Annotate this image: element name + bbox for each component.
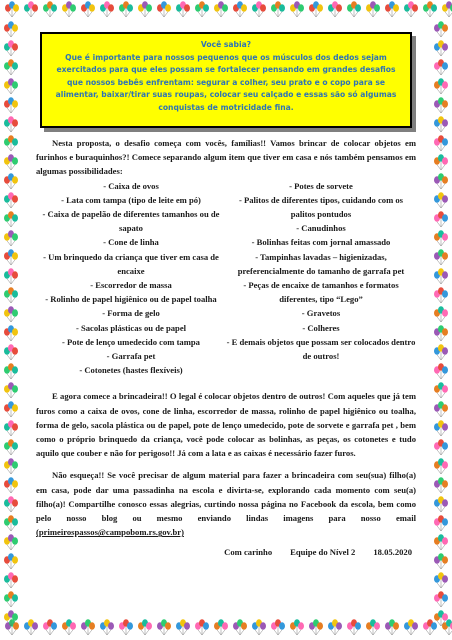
balloon-icon [4, 192, 18, 208]
list-item: - Palitos de diferentes tipos, cuidando com os palitos pontudos [238, 194, 404, 220]
balloon-icon [233, 1, 247, 17]
balloon-border-left [0, 0, 22, 640]
balloon-icon [442, 1, 452, 17]
balloon-icon [4, 135, 18, 151]
balloon-icon [4, 97, 18, 113]
balloon-icon [4, 515, 18, 531]
list-item: - Potes de sorvete [289, 180, 353, 191]
balloon-icon [214, 619, 228, 635]
balloon-icon [176, 1, 190, 17]
balloon-icon [4, 420, 18, 436]
balloon-icon [309, 619, 323, 635]
balloon-icon [119, 1, 133, 17]
balloon-icon [233, 619, 247, 635]
balloon-icon [434, 477, 448, 493]
balloon-icon [434, 97, 448, 113]
balloon-icon [4, 382, 18, 398]
balloon-icon [385, 1, 399, 17]
balloon-icon [5, 619, 19, 635]
balloon-icon [4, 344, 18, 360]
balloon-border-bottom [0, 618, 452, 640]
intro-paragraph: Nesta proposta, o desafio começa com vocês, famílias!! Vamos brincar de colocar objetos em furinhos e buraquinhos?! Comece separando algum item que tiver em casa e nós também pensamos em algumas possibilidades: [36, 138, 416, 177]
balloon-icon [4, 78, 18, 94]
balloon-icon [347, 619, 361, 635]
balloon-icon [4, 40, 18, 56]
balloon-icon [434, 439, 448, 455]
balloon-icon [4, 306, 18, 322]
balloon-icon [434, 610, 448, 626]
balloon-icon [252, 619, 266, 635]
balloon-icon [157, 619, 171, 635]
balloon-icon [24, 1, 38, 17]
balloon-icon [4, 477, 18, 493]
balloon-icon [119, 619, 133, 635]
balloon-icon [434, 496, 448, 512]
balloon-icon [81, 1, 95, 17]
closing-text: Com carinho [224, 547, 273, 558]
reminder-paragraph [36, 468, 416, 539]
balloon-icon [434, 59, 448, 75]
balloon-icon [195, 619, 209, 635]
list-item: - Gravetos [301, 308, 341, 319]
list-item: - Rolinho de papel higiênico ou de papel toalha [45, 294, 217, 305]
balloon-icon [404, 619, 418, 635]
materials-lists [36, 179, 416, 378]
balloon-icon [4, 154, 18, 170]
document-body [36, 136, 416, 560]
balloon-icon [434, 306, 448, 322]
balloon-icon [5, 1, 19, 17]
list-item: - Garrafa pet [106, 351, 156, 362]
balloon-icon [4, 230, 18, 246]
balloon-icon [434, 515, 448, 531]
balloon-icon [157, 1, 171, 17]
balloon-icon [195, 1, 209, 17]
balloon-icon [4, 268, 18, 284]
balloon-icon [434, 382, 448, 398]
list-item: - E demais objetos que possam ser colocados dentro de outros! [226, 336, 416, 362]
balloon-icon [4, 211, 18, 227]
balloon-icon [4, 572, 18, 588]
balloon-icon [4, 458, 18, 474]
signature-footer [36, 545, 416, 559]
balloon-icon [62, 1, 76, 17]
activity-paragraph: E agora comece a brincadeira!! O legal é colocar objetos dentro de outros! Com aqueles que já tem furos como a caixa de ovos, cone de linha, escorredor de massa, rolinho de papel higiênico ou toalha, forma de gelo, sacola plástica ou de papel, pote de lenço umedecido, pote de sorvete e garrafa pet , bem como o próprio brinquedo da criança, você pode colocar as bolinhas, as peças, os cotonetes e tudo aquilo que couber e não for perigoso!! Já com a lata e as caixas é necessário fazer furos. [36, 391, 416, 459]
list-item: - Cone de linha [103, 237, 159, 248]
balloon-icon [271, 619, 285, 635]
list-item: - Pote de lenço umedecido com tampa [62, 336, 200, 347]
balloon-icon [24, 619, 38, 635]
balloon-icon [434, 154, 448, 170]
materials-list-right [226, 179, 416, 378]
balloon-icon [309, 1, 323, 17]
balloon-icon [4, 287, 18, 303]
list-item: - Um brinquedo da criança que tiver em casa de encaixe [43, 251, 219, 276]
balloon-border-right [430, 0, 452, 640]
balloon-icon [404, 1, 418, 17]
list-item: - Sacolas plásticas ou de papel [75, 322, 187, 333]
balloon-icon [434, 21, 448, 37]
balloon-icon [138, 619, 152, 635]
list-item: - Cotonetes (hastes flexíveis) [79, 365, 183, 376]
list-item: - Caixa de papelão de diferentes tamanhos ou de sapato [42, 209, 220, 234]
balloon-icon [385, 619, 399, 635]
balloon-icon [434, 173, 448, 189]
balloon-icon [4, 553, 18, 569]
did-you-know-callout [40, 32, 412, 128]
balloon-icon [328, 1, 342, 17]
balloon-icon [423, 619, 437, 635]
balloon-icon [4, 496, 18, 512]
balloon-icon [271, 1, 285, 17]
balloon-icon [328, 619, 342, 635]
balloon-icon [434, 211, 448, 227]
balloon-icon [4, 401, 18, 417]
balloon-icon [43, 1, 57, 17]
balloon-icon [434, 78, 448, 94]
balloon-icon [100, 1, 114, 17]
balloon-icon [434, 249, 448, 265]
balloon-icon [434, 420, 448, 436]
balloon-icon [4, 363, 18, 379]
balloon-icon [434, 344, 448, 360]
materials-list-left [36, 179, 226, 378]
balloon-icon [347, 1, 361, 17]
callout-text: Que é importante para nossos pequenos que os músculos dos dedos sejam exercitados para que eles possam se fortalecer pensando em grandes desafios que nossos bebês enfrentam: segurar a colher, seu prato e o copo para se alimentar, baixar/tirar suas roupas, colocar seu calçado e essas são só algumas conquistas de motricidade fina. [55, 52, 397, 112]
balloon-icon [434, 363, 448, 379]
balloon-icon [4, 610, 18, 626]
balloon-icon [434, 553, 448, 569]
balloon-icon [434, 458, 448, 474]
balloon-icon [4, 591, 18, 607]
balloon-icon [4, 534, 18, 550]
balloon-icon [290, 1, 304, 17]
balloon-icon [4, 116, 18, 132]
list-item: - Forma de gelo [102, 308, 160, 319]
balloon-icon [366, 619, 380, 635]
balloon-icon [4, 21, 18, 37]
balloon-icon [434, 268, 448, 284]
balloon-icon [434, 192, 448, 208]
list-item: - Peças de encaixe de tamanhos e formatos diferentes, tipo “Lego” [243, 280, 399, 305]
balloon-icon [138, 1, 152, 17]
list-item: - Canudinhos [296, 223, 346, 234]
document-date: 18.05.2020 [373, 547, 412, 558]
balloon-icon [434, 230, 448, 246]
list-item: - Bolinhas feitas com jornal amassado [251, 237, 391, 248]
list-item: - Tampinhas lavadas – higienizadas, preferencialmente do tamanho de garrafa pet [237, 251, 405, 276]
balloon-icon [4, 325, 18, 341]
balloon-icon [62, 619, 76, 635]
balloon-icon [4, 439, 18, 455]
balloon-icon [176, 619, 190, 635]
balloon-icon [4, 173, 18, 189]
balloon-icon [290, 619, 304, 635]
balloon-icon [434, 591, 448, 607]
team-name: Equipe do Nível 2 [290, 547, 356, 558]
list-item: - Caixa de ovos [103, 180, 159, 191]
balloon-icon [43, 619, 57, 635]
balloon-icon [434, 325, 448, 341]
school-email-link[interactable]: (primeirospassos@campobom.rs.gov.br) [36, 527, 184, 538]
balloon-icon [366, 1, 380, 17]
balloon-icon [442, 619, 452, 635]
balloon-icon [434, 401, 448, 417]
balloon-icon [214, 1, 228, 17]
list-item: - Colheres [302, 322, 340, 333]
balloon-icon [423, 1, 437, 17]
balloon-icon [252, 1, 266, 17]
balloon-icon [434, 287, 448, 303]
balloon-border-top [0, 0, 452, 22]
list-item: - Lata com tampa (tipo de leite em pó) [61, 194, 201, 205]
balloon-icon [100, 619, 114, 635]
balloon-icon [4, 59, 18, 75]
callout-title: Você sabia? [200, 40, 252, 49]
balloon-icon [81, 619, 95, 635]
balloon-icon [434, 40, 448, 56]
list-item: - Escorredor de massa [90, 280, 172, 291]
balloon-icon [434, 135, 448, 151]
balloon-icon [434, 534, 448, 550]
balloon-icon [434, 572, 448, 588]
balloon-icon [434, 116, 448, 132]
reminder-text: Não esqueça!! Se você precisar de algum material para fazer a brincadeira com seu(sua) filho(a) em casa, pode dar uma passadinha na escola e divirta-se, explorando cada momento com seu(a) filho(a)! Compartilhe conosco essas alegrias, curtindo nossa página no Facebook da escola, bem como pelo nosso blog ou mesmo enviando lindas imagens para nosso email [36, 470, 416, 524]
balloon-icon [4, 249, 18, 265]
